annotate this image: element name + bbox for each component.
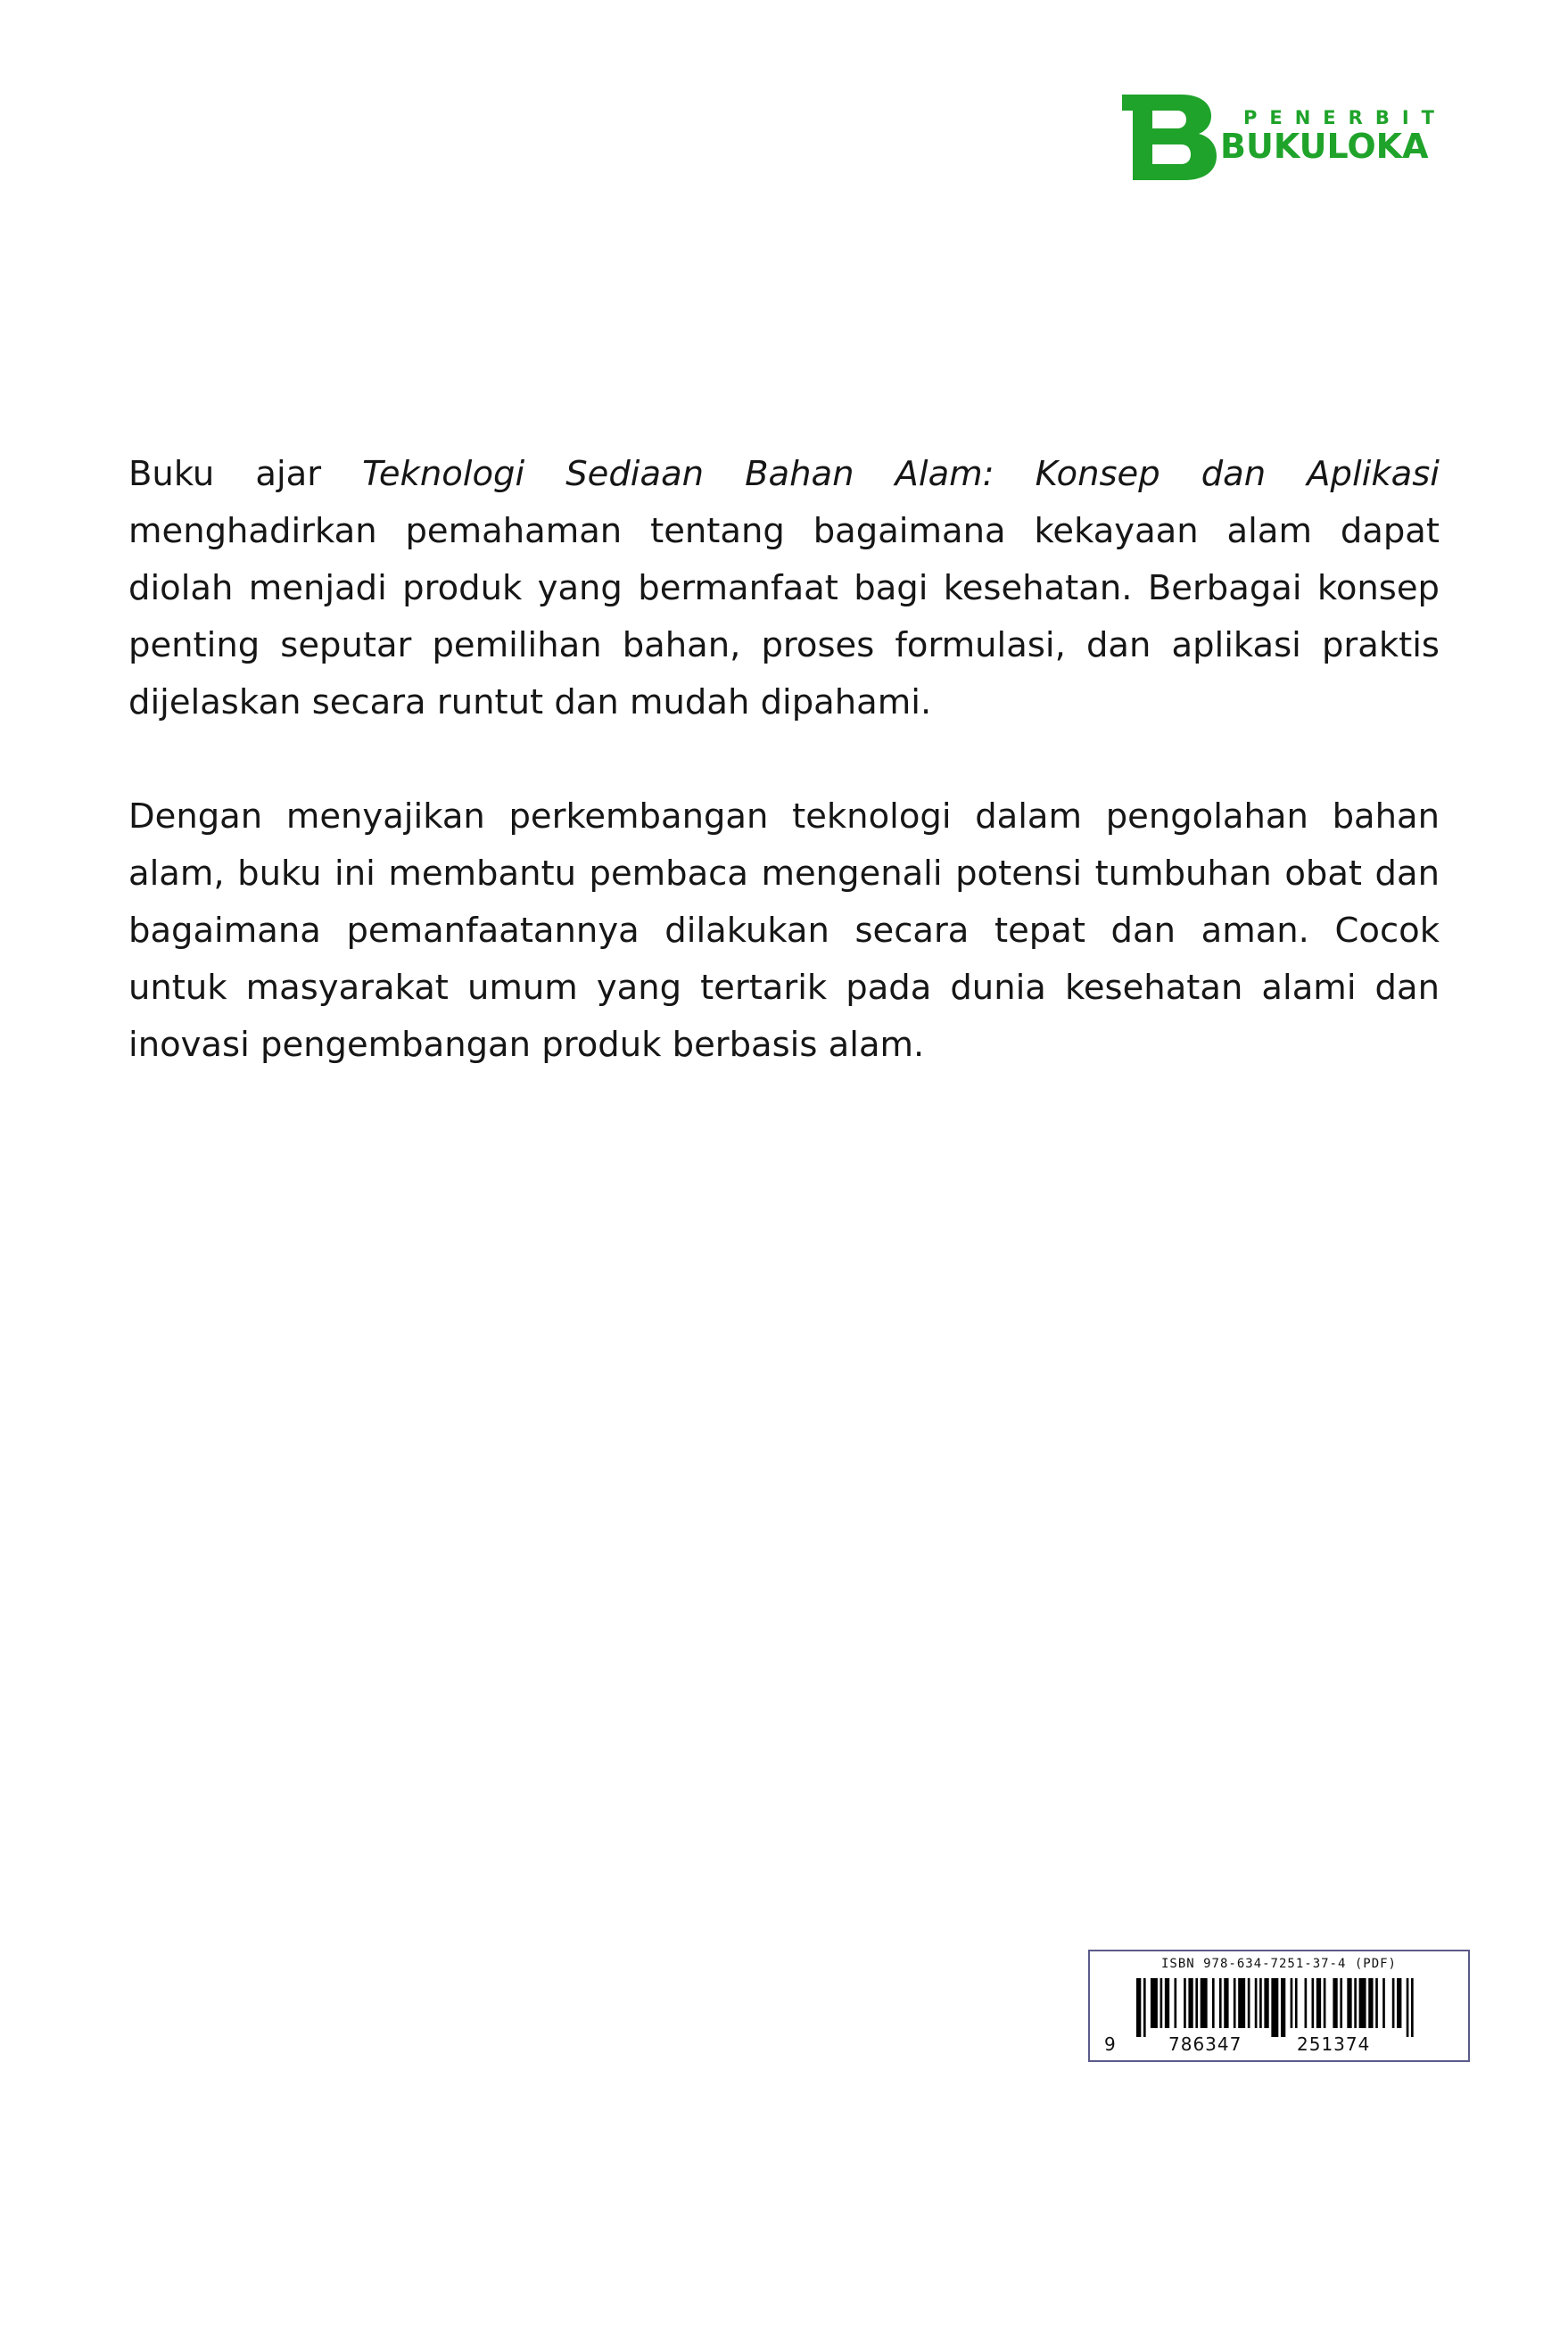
book-description (128, 446, 1440, 1074)
isbn-digits-left: 786347 (1168, 2033, 1242, 2055)
bukuloka-b-logo-icon (1122, 95, 1222, 180)
description-rest: menghadirkan pemahaman tentang bagaimana kekayaan alam dapat diolah menjadi produk yang bermanfaat bagi kesehatan. Berbagai konsep penting seputar pemilihan bahan, proses formulasi, dan aplikasi praktis dijelaskan secara runtut dan mudah dipahami. (128, 511, 1440, 722)
book-title: Teknologi Sediaan Bahan Alam: Konsep dan Aplikasi (362, 454, 1440, 494)
isbn-digits (1090, 2033, 1468, 2057)
publisher-label-big: BUKULOKA (1220, 127, 1429, 166)
publisher-logo (1122, 95, 1447, 180)
description-paragraph-1 (128, 446, 1440, 731)
description-paragraph-2: Dengan menyajikan perkembangan teknologi dalam pengolahan bahan alam, buku ini membantu pembaca mengenali potensi tumbuhan obat dan bagaimana pemanfaatannya dilakukan secara tepat dan aman. Cocok untuk masyarakat umum yang tertarik pada dunia kesehatan alami dan inovasi pengembangan produk berbasis alam. (128, 796, 1440, 1065)
isbn-digits-right: 251374 (1297, 2033, 1371, 2055)
description-prefix: Buku ajar (128, 454, 363, 494)
barcode-icon (1136, 1978, 1418, 2037)
isbn-digit-lead: 9 (1104, 2033, 1116, 2055)
isbn-label: ISBN 978-634-7251-37-4 (PDF) (1160, 1957, 1397, 1971)
publisher-label-small: PENERBIT (1243, 107, 1447, 128)
isbn-barcode-box (1088, 1950, 1470, 2062)
